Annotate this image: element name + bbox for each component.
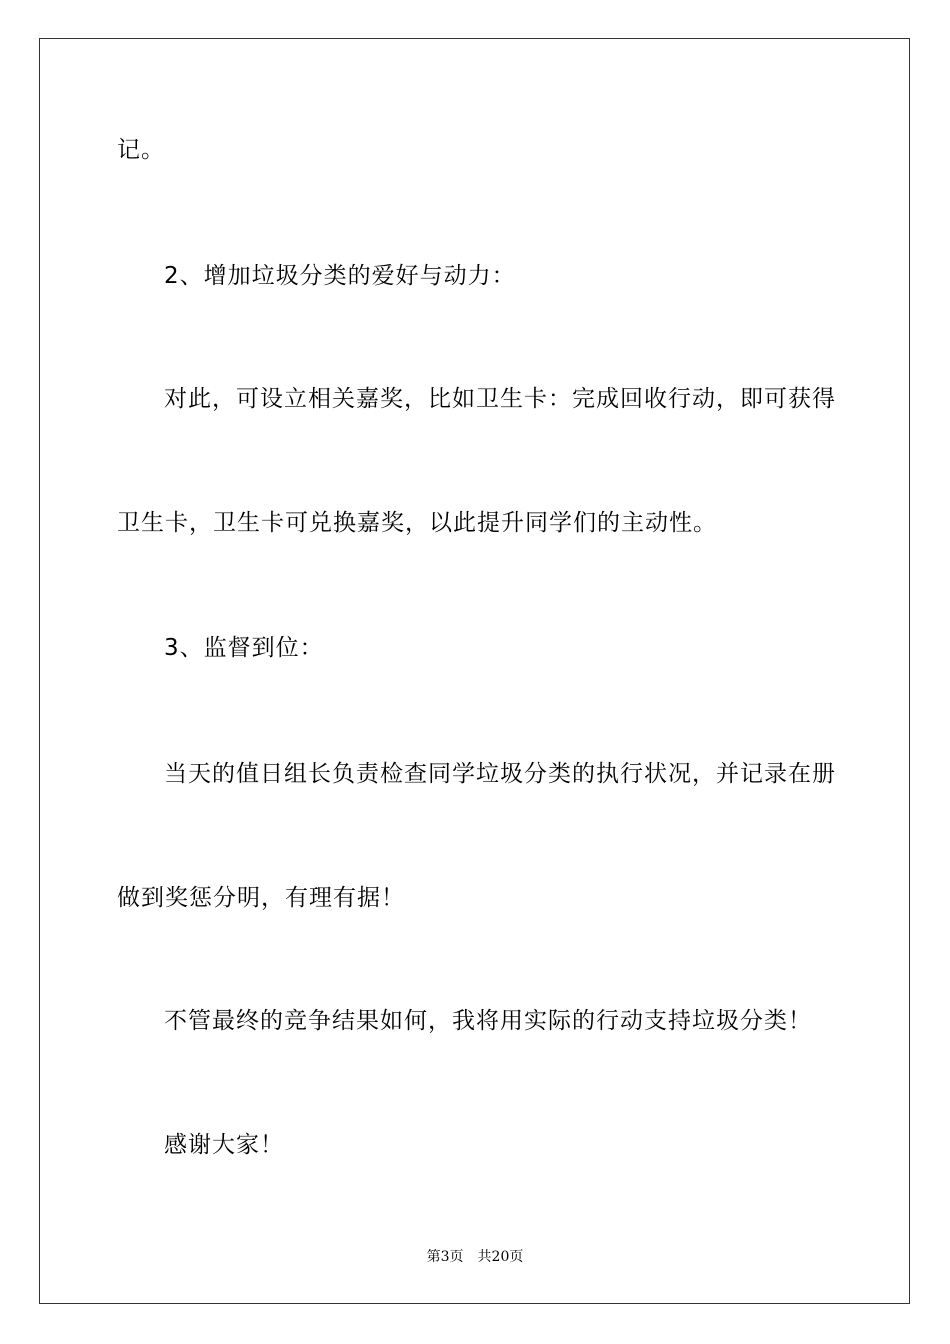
text-line-6: 当天的值日组长负责检查同学垃圾分类的执行状况，并记录在册 <box>164 761 836 787</box>
text-line-5: 3、监督到位： <box>164 635 324 661</box>
text-line-9: 感谢大家！ <box>164 1132 284 1158</box>
text-line-7: 做到奖惩分明，有理有据！ <box>117 885 405 911</box>
text-line-3: 对此，可设立相关嘉奖，比如卫生卡：完成回收行动，即可获得 <box>164 386 836 412</box>
page-number: 第3页 共20页 <box>426 1249 524 1265</box>
text-line-2: 2、增加垃圾分类的爱好与动力： <box>164 263 516 289</box>
text-line-8: 不管最终的竞争结果如何，我将用实际的行动支持垃圾分类！ <box>164 1008 812 1034</box>
text-line-4: 卫生卡，卫生卡可兑换嘉奖，以此提升同学们的主动性。 <box>117 510 717 536</box>
text-line-1: 记。 <box>117 137 165 163</box>
page-border <box>39 38 910 1304</box>
